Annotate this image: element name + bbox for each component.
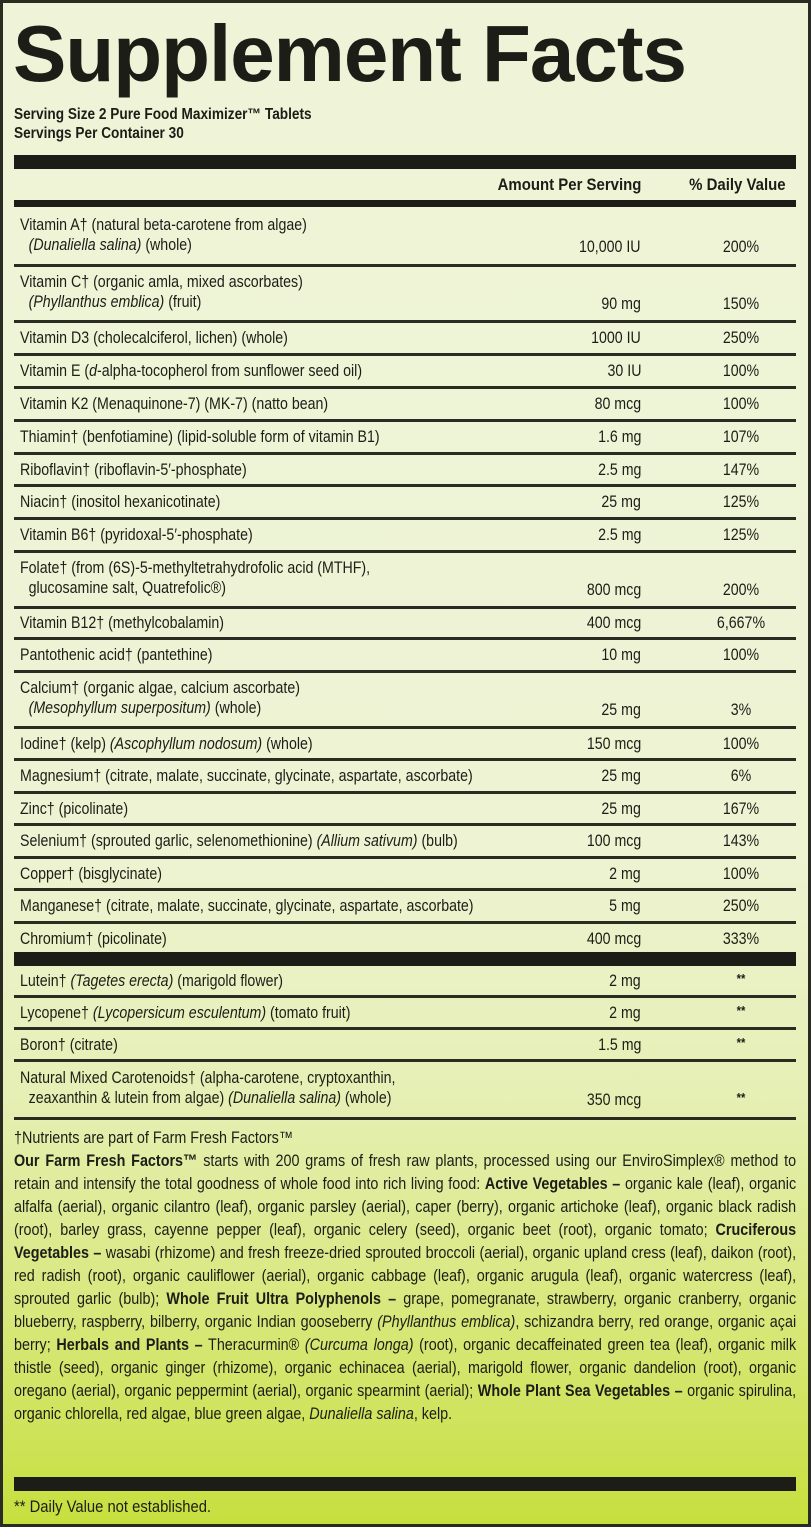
- nutrient-amount: 10 mg: [601, 646, 641, 664]
- nutrient-name: Vitamin A† (natural beta-carotene from algae) (Dunaliella salina) (whole): [20, 216, 307, 254]
- nutrient-name: Vitamin E (d-alpha-tocopherol from sunflower seed oil): [20, 362, 363, 380]
- ingredient-amount: 2 mg: [609, 972, 641, 990]
- nutrient-amount: 2.5 mg: [597, 461, 641, 479]
- nutrient-name: Vitamin K2 (Menaquinone-7) (MK-7) (natto bean): [20, 395, 329, 413]
- table-row: [14, 207, 796, 267]
- nutrient-name: Chromium† (picolinate): [20, 930, 167, 948]
- nutrient-amount: 150 mcg: [586, 735, 641, 753]
- amount-per-serving-header: Amount Per Serving: [497, 175, 641, 194]
- table-row: [14, 389, 796, 422]
- servings-per-container: Servings Per Container 30: [14, 125, 184, 142]
- nutrient-amount: 10,000 IU: [579, 238, 641, 256]
- nutrient-daily-value: 100%: [722, 646, 760, 664]
- nutrient-name: Magnesium† (citrate, malate, succinate, glycinate, aspartate, ascorbate): [20, 767, 473, 785]
- ingredient-name: Boron† (citrate): [20, 1036, 118, 1054]
- nutrient-name: Zinc† (picolinate): [20, 800, 129, 818]
- ingredient-daily-value: **: [736, 1035, 746, 1050]
- table-row: [14, 267, 796, 323]
- nutrient-name: Calcium† (organic algae, calcium ascorbate) (Mesophyllum superpositum) (whole): [20, 679, 300, 717]
- ingredient-daily-value: **: [736, 1003, 746, 1018]
- ingredient-daily-value: **: [736, 1090, 746, 1105]
- nutrient-daily-value: 147%: [722, 461, 760, 479]
- table-row: [14, 673, 796, 729]
- thick-divider: [14, 155, 796, 169]
- nutrient-daily-value: 100%: [722, 865, 760, 883]
- ingredient-name: Lutein† (Tagetes erecta) (marigold flower): [20, 972, 283, 990]
- ingredient-daily-value: **: [736, 971, 746, 986]
- nutrient-name: Selenium† (sprouted garlic, selenomethionine) (Allium sativum) (bulb): [20, 832, 458, 850]
- ingredient-name: Lycopene† (Lycopersicum esculentum) (tomato fruit): [20, 1004, 351, 1022]
- nutrient-name: Thiamin† (benfotiamine) (lipid-soluble form of vitamin B1): [20, 428, 380, 446]
- table-row: [14, 455, 796, 487]
- nutrient-name: Niacin† (inositol hexanicotinate): [20, 493, 221, 511]
- table-row: [14, 422, 796, 455]
- table-row: [14, 859, 796, 891]
- other-ingredients-table: [14, 966, 796, 1120]
- ingredients-description: Our Farm Fresh Factors™ starts with 200 grams of fresh raw plants, processed using our EnviroSimplex® method to retain and intensify the total goodness of whole food into rich living food: Active Vegetables – organic kale (leaf), organic alfalfa (aerial), organic cilantro (leaf), organic parsley (aerial), caper (berry), organic artichoke (leaf), organic black radish (root), barley grass, cayenne pepper (leaf), organic celery (seed), organic beet (root), organic tomato; Cruciferous Vegetables – wasabi (rhizome) and fresh freeze-dried sprouted broccoli (aerial), organic upland cress (leaf), daikon (root), red radish (root), organic cauliflower (aerial), organic cabbage (leaf), organic arugula (leaf), organic watercress (leaf), sprouted garlic (bulb); Whole Fruit Ultra Polyphenols – grape, pomegranate, strawberry, organic cranberry, organic blueberry, raspberry, bilberry, organic Indian gooseberry (Phyllanthus emblica), schizandra berry, red orange, organic açai berry; Herbals and Plants – Theracurmin® (Curcuma longa) (root), organic decaffeinated green tea (leaf), organic milk thistle (seed), organic ginger (rhizome), organic echinacea (aerial), marigold flower, organic dandelion (root), organic oregano (aerial), organic peppermint (aerial), organic spearmint (aerial); Whole Plant Sea Vegetables – organic spirulina, organic chlorella, red algae, blue green algae, Dunaliella salina, kelp.: [14, 1152, 797, 1423]
- table-row: [14, 794, 796, 826]
- nutrient-amount: 25 mg: [601, 767, 641, 785]
- nutrient-daily-value: 250%: [722, 329, 760, 347]
- daily-value-header: % Daily Value: [689, 175, 786, 194]
- serving-info: [14, 105, 312, 143]
- nutrient-daily-value: 6%: [730, 767, 752, 785]
- nutrient-daily-value: 125%: [722, 493, 760, 511]
- nutrient-daily-value: 100%: [722, 362, 760, 380]
- nutrient-daily-value: 125%: [722, 526, 760, 544]
- nutrient-amount: 2 mg: [609, 865, 641, 883]
- table-row: [14, 520, 796, 553]
- nutrient-amount: 5 mg: [609, 897, 641, 915]
- nutrient-daily-value: 250%: [722, 897, 760, 915]
- ingredient-amount: 350 mcg: [586, 1091, 641, 1109]
- table-row: [14, 323, 796, 356]
- table-row: [14, 966, 796, 998]
- table-row: [14, 761, 796, 794]
- ingredient-name: Natural Mixed Carotenoids† (alpha-carotene, cryptoxanthin, zeaxanthin & lutein from algae) (Dunaliella salina) (whole): [20, 1069, 396, 1107]
- nutrient-daily-value: 100%: [722, 735, 760, 753]
- nutrient-table: [14, 207, 796, 955]
- table-row: [14, 729, 796, 761]
- nutrient-amount: 400 mcg: [586, 614, 641, 632]
- dagger-footnote: †Nutrients are part of Farm Fresh Factors™: [14, 1129, 294, 1147]
- ingredient-amount: 1.5 mg: [597, 1036, 641, 1054]
- nutrient-name: Vitamin B6† (pyridoxal-5′-phosphate): [20, 526, 253, 544]
- nutrient-name: Pantothenic acid† (pantethine): [20, 646, 213, 664]
- table-row: [14, 609, 796, 640]
- nutrient-daily-value: 167%: [722, 800, 760, 818]
- nutrient-daily-value: 6,667%: [716, 614, 766, 632]
- nutrient-daily-value: 3%: [730, 701, 752, 719]
- table-row: [14, 826, 796, 859]
- nutrient-daily-value: 200%: [722, 581, 760, 599]
- daily-value-note: ** Daily Value not established.: [14, 1497, 212, 1516]
- table-row: [14, 553, 796, 609]
- table-row: [14, 891, 796, 924]
- nutrient-name: Vitamin D3 (cholecalciferol, lichen) (whole): [20, 329, 288, 347]
- nutrient-daily-value: 107%: [722, 428, 760, 446]
- nutrient-name: Vitamin C† (organic amla, mixed ascorbates) (Phyllanthus emblica) (fruit): [20, 273, 303, 311]
- nutrient-name: Vitamin B12† (methylcobalamin): [20, 614, 225, 632]
- nutrient-daily-value: 143%: [722, 832, 760, 850]
- thick-divider: [14, 1477, 796, 1491]
- table-row: [14, 1030, 796, 1062]
- nutrient-amount: 100 mcg: [586, 832, 641, 850]
- nutrient-name: Manganese† (citrate, malate, succinate, glycinate, aspartate, ascorbate): [20, 897, 474, 915]
- table-row: [14, 924, 796, 955]
- nutrient-daily-value: 100%: [722, 395, 760, 413]
- nutrient-amount: 1000 IU: [591, 329, 641, 347]
- nutrient-amount: 1.6 mg: [597, 428, 641, 446]
- nutrient-amount: 2.5 mg: [597, 526, 641, 544]
- nutrient-daily-value: 150%: [722, 295, 760, 313]
- serving-size: Serving Size 2 Pure Food Maximizer™ Tablets: [14, 106, 312, 123]
- medium-divider: [14, 200, 796, 207]
- table-row: [14, 1062, 796, 1120]
- nutrient-amount: 800 mcg: [586, 581, 641, 599]
- nutrient-name: Riboflavin† (riboflavin-5′-phosphate): [20, 461, 247, 479]
- nutrient-name: Folate† (from (6S)-5-methyltetrahydrofolic acid (MTHF), glucosamine salt, Quatrefolic®): [20, 559, 371, 597]
- nutrient-daily-value: 333%: [722, 930, 760, 948]
- nutrient-amount: 25 mg: [601, 800, 641, 818]
- nutrient-daily-value: 200%: [722, 238, 760, 256]
- nutrient-name: Copper† (bisglycinate): [20, 865, 162, 883]
- nutrient-amount: 400 mcg: [586, 930, 641, 948]
- thick-divider: [14, 952, 796, 966]
- nutrient-amount: 90 mg: [601, 295, 641, 313]
- table-row: [14, 487, 796, 520]
- nutrient-amount: 30 IU: [607, 362, 641, 380]
- ingredient-amount: 2 mg: [609, 1004, 641, 1022]
- page-title: Supplement Facts: [13, 9, 687, 98]
- nutrient-name: Iodine† (kelp) (Ascophyllum nodosum) (whole): [20, 735, 313, 753]
- footnotes: [14, 1127, 796, 1426]
- table-row: [14, 356, 796, 389]
- table-row: [14, 640, 796, 673]
- nutrient-amount: 80 mcg: [594, 395, 641, 413]
- column-header: [14, 171, 796, 199]
- table-row: [14, 998, 796, 1030]
- nutrient-amount: 25 mg: [601, 493, 641, 511]
- nutrient-amount: 25 mg: [601, 701, 641, 719]
